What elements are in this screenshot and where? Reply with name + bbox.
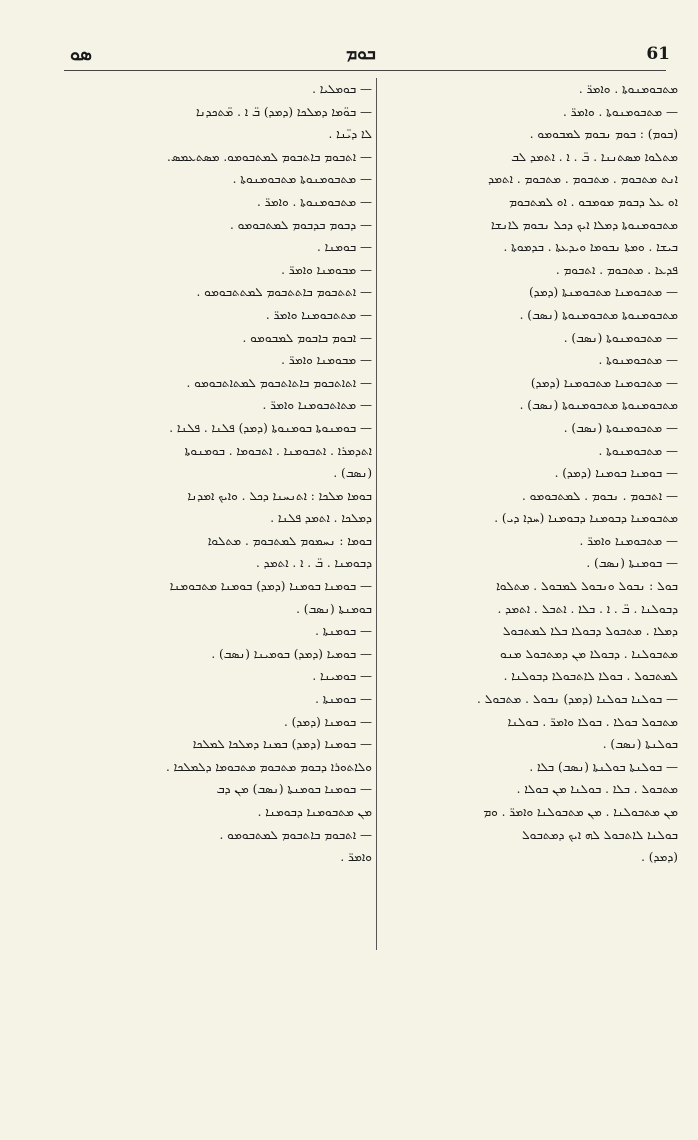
header-rule [64, 70, 666, 71]
dictionary-line: ܒܘܡܐ : ܢܚܡܘܡ ܠܡܬܒܘܡ . ܡܬܠܘܐ [207, 533, 372, 548]
dictionary-line: ܒܘܡܐ ܡܠܟܐ : ܐܬܢܚܢܐ ܕܟܠ . ܘܐܝܟ ܐܡܕܢܐ [187, 488, 372, 503]
dictionary-line: (ܒܘܡ) : ܒܘܡ ܢܒܘܡ ܠܡܒܘܡܘ . [529, 127, 678, 142]
dictionary-line: ܡܬܠܘܐ ܡܣܬܢܢܐ . ܒ̈ . ܐ . ܐܬܡܕ ܠܒ [511, 149, 678, 164]
dictionary-line: — ܡܬܬܒܘܡܢܐ ܘܐܡܪ̈ . [265, 307, 372, 322]
dictionary-line: — ܒܘܡܢܐ ܒܘܡܢܬܐ (ܢܣܒ) ܡܢ ܕܒ [216, 782, 372, 797]
dictionary-line: — ܡܬܒܘܡܢܐ ܡܬܒܘܡܢܐ (ܕܡܕ) [530, 375, 678, 390]
dictionary-line: — ܒܘܡܢܐ (ܕܡܕ) ܒܡܢܐ ܕܡܠܟܐ ܠܡܠܟܐ [192, 737, 372, 752]
dictionary-line: ܡܬܒܘܠ . ܒܠܐ . ܒܘܠܢܐ ܡܢ ܒܘܠܐ . [516, 782, 678, 797]
dictionary-line: — ܒܘܡܢܬܐ . [315, 692, 372, 707]
dictionary-line: — ܐܬܬܒܘܡ ܒܐܬܬܒܘܡ ܠܡܬܬܒܘܡܘ . [196, 285, 372, 300]
dictionary-line: — ܐܒܘܡ ܒܐܒܘܡ ܠܡܒܘܡܘ . [242, 330, 372, 345]
column-divider [376, 78, 377, 950]
dictionary-line: ܡܢ ܡܬܒܘܡܢܐ ܕܒܘܡܢܐ . [257, 805, 372, 819]
left-column [82, 78, 372, 869]
dictionary-line: — ܡܬܒܘܡܢܘܬܐ ܡܬܒܘܡܢܘܬܐ . [232, 172, 372, 187]
running-head-left: ܣܘ [70, 44, 92, 65]
dictionary-line: (ܢܣܒ) . [333, 466, 372, 481]
dictionary-line: — ܐܬܒܘܡ ܒܐܬܒܘܡ ܠܡܬܒܘܡܘ . [219, 827, 372, 842]
dictionary-line: — ܡܬܒܘܡܢܘܬܐ (ܢܣܒ) . [563, 330, 678, 345]
running-head-title: ܒܘܡ [346, 44, 376, 64]
dictionary-line: ܡܬܒܘܠ ܒܘܠܐ . ܒܘܠܐ ܘܐܡܪ̈ . ܒܘܠܢܐ [507, 714, 678, 729]
dictionary-line: ܒܘܠܢܐ ܠܐܬܒܘܠ ܠܗ ܐܝܟ ܕܡܬܒܘܠ [521, 827, 678, 842]
dictionary-line: ܡܬܒܘܠܢܐ . ܕܒܘܠܐ ܡܢ ܕܡܬܒܘܠ ܡܢܘ [500, 646, 678, 661]
dictionary-line: — ܒܘܡܢܬܐ (ܢܣܒ) . [586, 556, 678, 571]
right-column [386, 78, 678, 869]
dictionary-line: ܒܘܠ : ܢܒܘܠ ܘܢܒܘܠ ܠܡܒܘܠ . ܡܬܠܘܐ [496, 579, 678, 594]
dictionary-line: — ܐܬܒܘܡ ܒܐܬܒܘܡ ܠܡܬܒܘܡܘ. ܡܣܬܥܡܣ. [167, 149, 372, 164]
dictionary-line: ܒܝܫܐ . ܘܡܬܐ ܢܒܘܡܐ ܘܝܕܥܬܐ . ܒܕܡܘܬܐ . [503, 240, 678, 255]
dictionary-line: ܕܒܘܠܢܐ . ܒ̈ . ܐ . ܒܠܐ . ܐܬܒܠ . ܐܬܡܕ . [497, 601, 678, 616]
dictionary-line: — ܐܬܒܘܡ . ܢܒܘܡ . ܠܡܬܒܘܡܘ . [521, 488, 678, 503]
dictionary-line: — ܒܘܡܢܬܐ . [315, 624, 372, 639]
dictionary-line: ܒܘܡܢܬܐ (ܢܣܒ) . [296, 601, 372, 616]
dictionary-line: ܠܡܬܒܘܠ . ܒܘܠܐ ܠܐܬܒܘܠܐ ܕܒܘܠܢܐ . [503, 669, 678, 684]
dictionary-line: ܡܬܒܘܡܢܘܬܐ . ܘܐܡܪ̈ . [578, 82, 678, 96]
dictionary-line: — ܡܬܒܘܡܢܐ ܡܬܒܘܡܢܬܐ (ܕܡܕ) [528, 285, 678, 300]
dictionary-line: ܕܡܠܟܐ . ܐܬܡܕ ܦܠܢܐ . [270, 511, 372, 526]
dictionary-line: — ܒܘܡܝܢܐ . [312, 669, 372, 684]
dictionary-line: ܠܐ ܕܝ̈ܢܐ . [328, 127, 372, 142]
dictionary-line: ܕܡܠܐ . ܡܬܒܘܠ ܕܒܘܠܐ ܒܠܐ ܠܡܬܒܘܠ [502, 624, 678, 639]
dictionary-line: ܡܬܒܘܡܢܘܬܐ ܡܬܒܘܡܢܘܬܐ (ܢܣܒ) . [519, 307, 678, 322]
dictionary-line: — ܡܬܒܘܡܢܐ ܘܐܡܪ̈ . [579, 533, 678, 548]
dictionary-line: ܡܬܒܘܡܢܘܬܐ ܕܡܠܐ ܐܝܟ ܕܟܠ ܢܒܘܡ ܠܐܢܫܐ [491, 217, 678, 232]
dictionary-line: — ܡܬܒܘܡܢܘܬܐ . ܘܐܡܪ̈ . [563, 104, 678, 119]
dictionary-line: — ܕܒܘܡ ܒܕܒܘܡ ܠܡܬܒܘܡܘ . [229, 217, 372, 232]
dictionary-line: ܕܒܘܡܢܐ . ܒ̈ . ܐ . ܐܬܡܕ . [256, 556, 372, 571]
dictionary-line: — ܡܒܘܡܢܐ ܘܐܡܪ̈ . [281, 353, 372, 368]
dictionary-line: — ܒܘܡܢܐ (ܕܡܕ) . [283, 714, 372, 729]
dictionary-line: ܦܕܥܐ . ܡܬܒܘܡ . ܐܬܒܘܡ . [555, 262, 678, 277]
dictionary-line: — ܡܬܒܘܡܢܘܬܐ (ܢܣܒ) . [563, 420, 678, 435]
dictionary-line: ܘܠܐܬܘܪܐ ܕܒܘܡ ܡܬܒܘܡ ܡܬܒܘܡܐ ܕܠܡܠܟܐ . [166, 759, 372, 774]
dictionary-line: (ܕܡܕ) . [641, 850, 678, 865]
dictionary-line: — ܒܘ̈ܡܐ ܕܡܠܟܐ (ܕܡܕ) ܒ̈ ܐ . ܡ̈ܬܟܕܢܐ [196, 104, 372, 119]
dictionary-line: — ܒܘܡܝܐ (ܕܡܕ) ܒܘܡܝܢܐ (ܢܣܒ) . [211, 646, 372, 661]
dictionary-line: ܐܬܕܡܪܐ . ܐܬܒܘܡܢܐ . ܐܬܒܘܡܐ . ܒܘܡܢܘܬܐ [184, 443, 372, 458]
dictionary-line: ܡܢ ܡܬܒܘܠܢܐ . ܡܢ ܡܬܒܘܠܢܐ ܘܐܡܪ̈ . ܘܡ [483, 805, 678, 819]
dictionary-line: ܐܘ ܥܠ ܕܒܘܡ ܡܘܡܒܘ . ܐܘ ܠܡܬܒܘܡ [509, 194, 678, 209]
dictionary-line: — ܒܘܠܢܐ ܒܘܠܢܐ (ܕܡܕ) ܢܒܘܠ . ܡܬܒܘܠ . [477, 692, 678, 707]
dictionary-line: — ܒܘܡܢܐ ܒܘܡܢܐ (ܕܡܕ) . [554, 466, 678, 481]
running-head [52, 44, 670, 68]
dictionary-line: ܡܬܒܘܡܢܘܬܐ ܡܬܒܘܡܢܘܬܐ (ܢܣܒ) . [519, 398, 678, 413]
dictionary-line: — ܒܘܡܢܐ . [316, 240, 372, 255]
dictionary-line: — ܒܘܠܢܬܐ ܒܘܠܢܬܐ (ܢܣܒ) ܒܠܐ . [529, 759, 678, 774]
dictionary-line: — ܡܒܘܡܢܐ ܘܐܡܪ̈ . [281, 262, 372, 277]
dictionary-line: — ܡܬܐܬܒܘܡܢܐ ܘܐܡܪ̈ . [262, 398, 372, 413]
dictionary-line: ܐܢܬ ܡܬܒܘܡ . ܡܬܒܘܡ . ܡܬܒܘܡ . ܐܬܡܕ [488, 172, 678, 187]
dictionary-line: — ܡܬܒܘܡܢܘܬܐ . ܘܐܡܪ̈ . [257, 194, 372, 209]
dictionary-line: ܒܘܠܢܬܐ (ܢܣܒ) . [602, 737, 678, 752]
dictionary-line: — ܒܘܡܢܐ ܒܘܡܢܐ (ܕܡܕ) ܒܘܡܢܐ ܡܬܒܘܡܢܐ [169, 579, 372, 594]
dictionary-line: ܡܬܒܘܡܢܐ ܕܒܘܡܢܐ ܕܒܘܡܢܐ (ܚܕܐ ܕܝ) . [494, 511, 678, 526]
dictionary-line: — ܒܘܡܢܘܬܐ ܒܘܡܢܘܬܐ (ܕܡܕ) ܦܠܢܐ . ܦܠܢܐ . [169, 420, 372, 435]
dictionary-line: — ܒܘܡܠܝܐ . [312, 82, 372, 96]
dictionary-line: — ܡܬܒܘܡܢܘܬܐ . [598, 353, 678, 368]
page-number: 61 [646, 44, 670, 64]
dictionary-line: — ܐܬܐܬܒܘܡ ܒܐܬܐܬܒܘܡ ܠܡܬܐܬܒܘܡܘ . [186, 375, 372, 390]
dictionary-line: ܘܐܡܪ̈ . [340, 850, 372, 865]
dictionary-line: — ܡܬܒܘܡܢܘܬܐ . [598, 443, 678, 458]
